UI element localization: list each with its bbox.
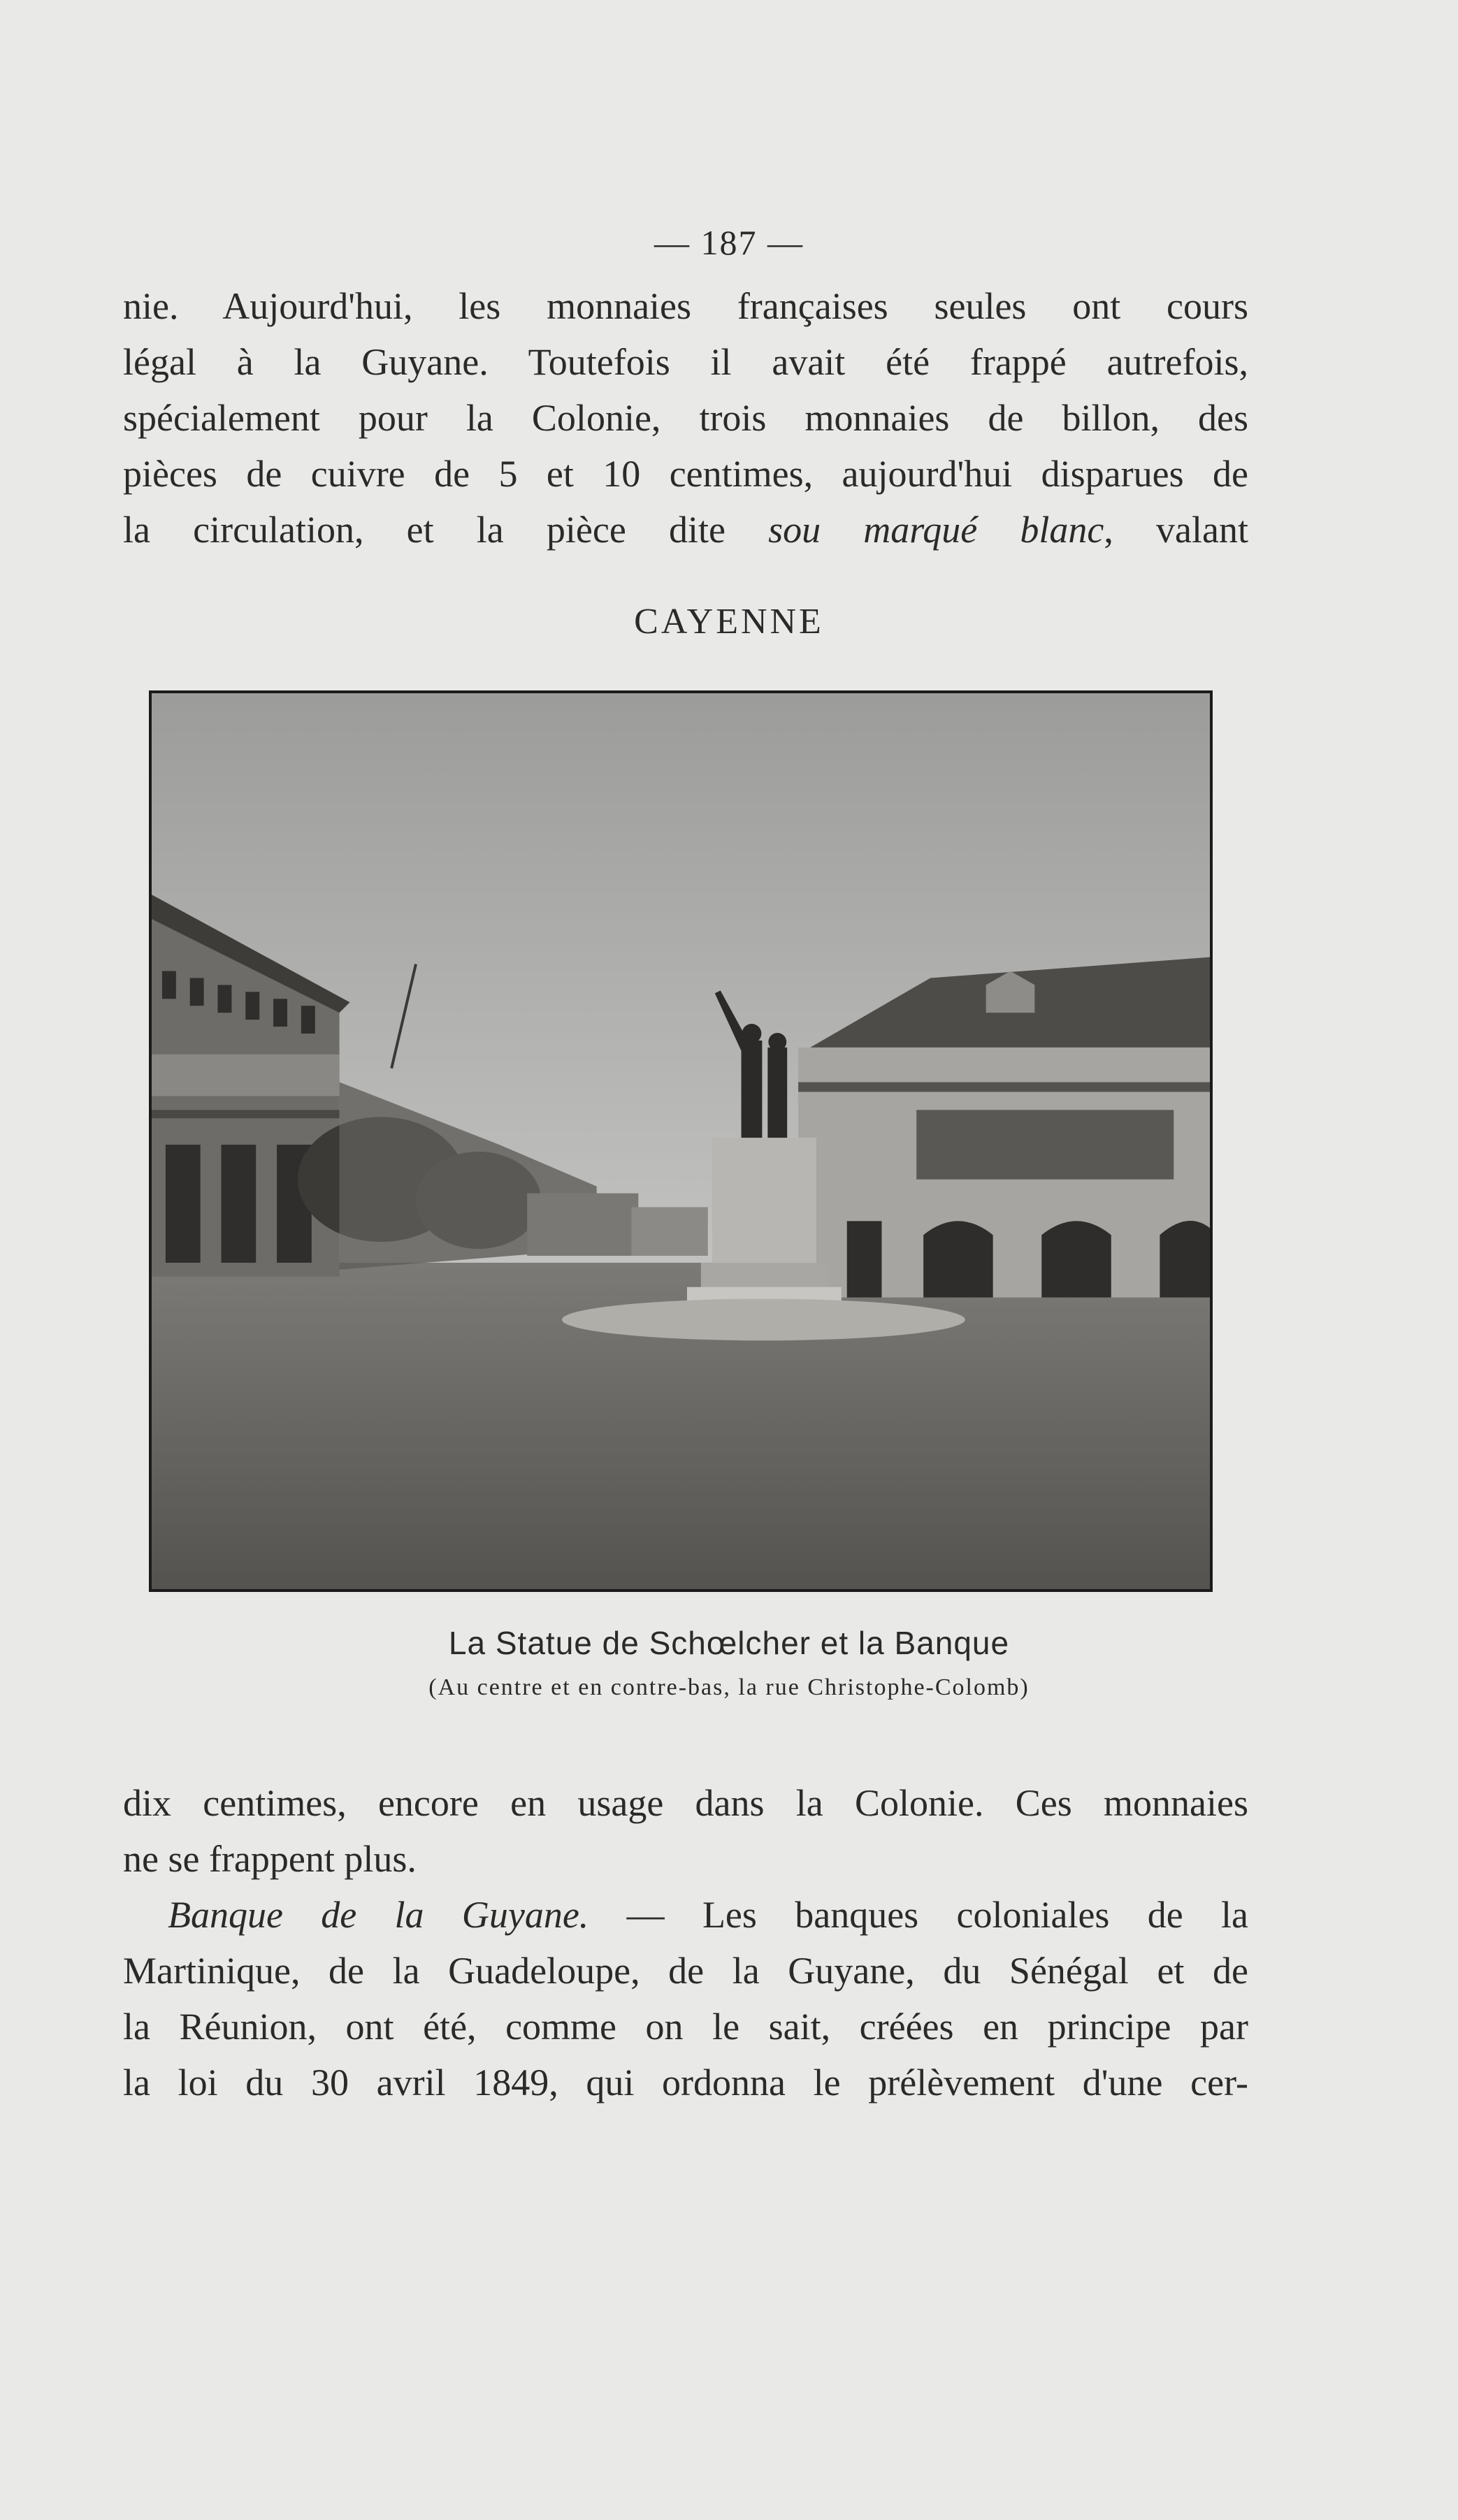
text-line: pièces de cuivre de 5 et 10 centimes, aujourd'hui disparues de (123, 453, 1248, 495)
page-number: — 187 — (654, 223, 804, 262)
text-line: Martinique, de la Guadeloupe, de la Guyane, du Sénégal et de (123, 1950, 1248, 1992)
text-line: ne se frappent plus. (123, 1838, 417, 1880)
text-line: la Réunion, ont été, comme on le sait, créées en principe par (123, 2006, 1248, 2048)
italic-term: sou marqué blanc (768, 509, 1104, 551)
text-line (123, 502, 1248, 558)
section-heading-line (123, 1887, 1248, 1943)
text-line: la loi du 30 avril 1849, qui ordonna le prélèvement d'une cer- (123, 2062, 1248, 2103)
text-line: dix centimes, encore en usage dans la Colonie. Ces monnaies (123, 1782, 1248, 1824)
figure-caption: La Statue de Schœlcher et la Banque (448, 1625, 1010, 1661)
figure-heading: CAYENNE (634, 602, 824, 642)
text-line: spécialement pour la Colonie, trois monnaies de billon, des (123, 397, 1248, 439)
statue-square-photo (152, 693, 1210, 1589)
text-line: nie. Aujourd'hui, les monnaies françaises seules ont cours (123, 285, 1248, 327)
text-segment: , valant (1104, 509, 1248, 551)
figure-photograph (149, 690, 1213, 1592)
text-segment: — Les banques coloniales de la (589, 1894, 1248, 1936)
text-line: légal à la Guyane. Toutefois il avait été frappé autrefois, (123, 341, 1248, 383)
paragraph-bottom (123, 1775, 1248, 2110)
paragraph-top (123, 278, 1248, 558)
text-segment: la circulation, et la pièce dite (123, 509, 769, 551)
figure-subcaption: (Au centre et en contre-bas, la rue Christophe-Colomb) (428, 1674, 1030, 1700)
section-title: Banque de la Guyane. (168, 1894, 589, 1936)
